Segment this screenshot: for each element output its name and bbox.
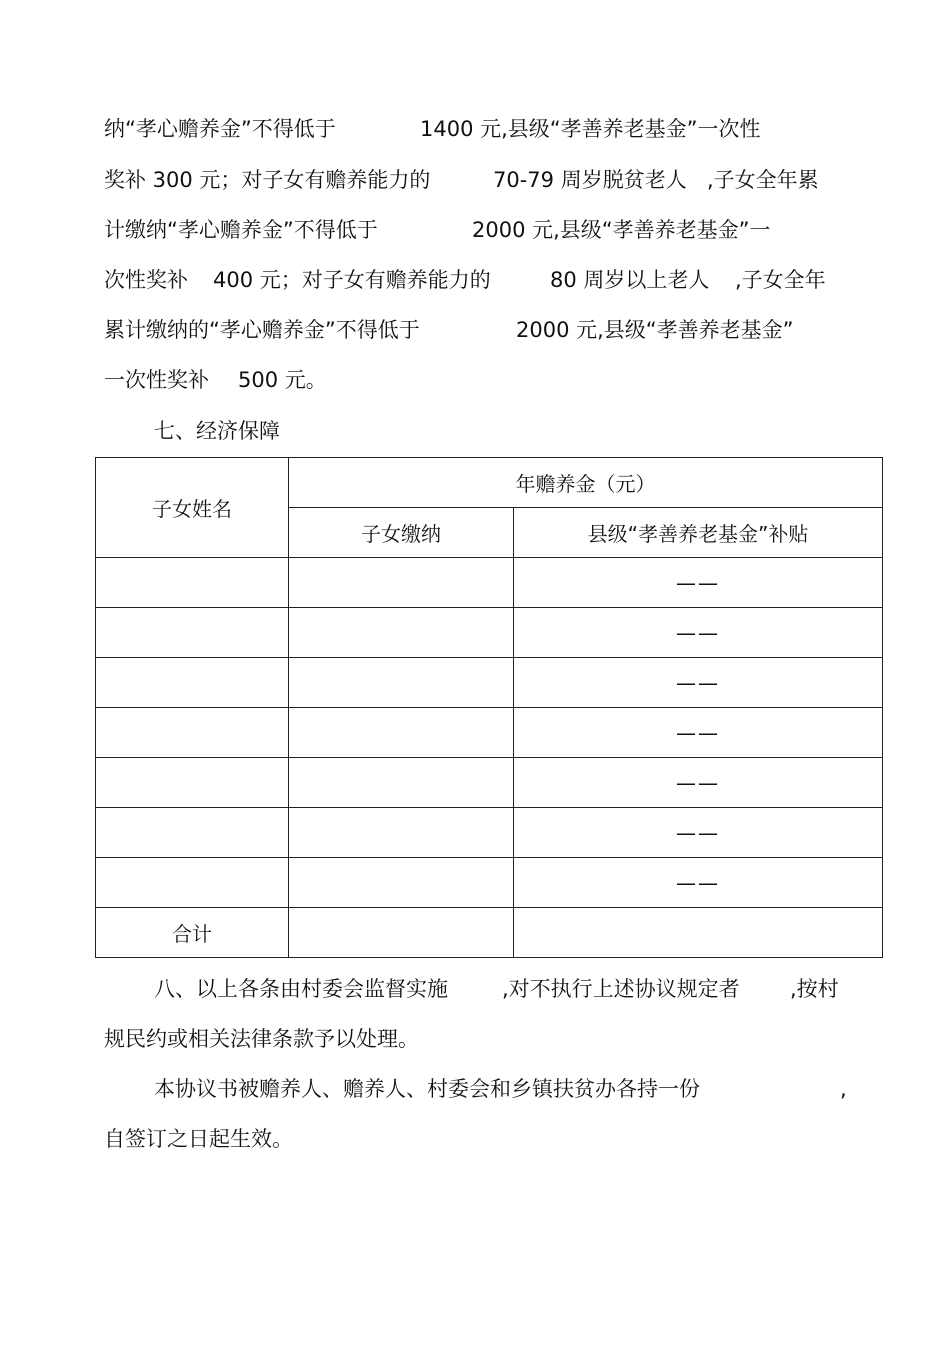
col-subsidy-header: 县级“孝善养老基金”补贴 — [514, 508, 883, 558]
col-name-header: 子女姓名 — [96, 458, 289, 558]
cell-pay[interactable] — [289, 708, 514, 758]
table-row — [96, 558, 883, 608]
intro-line-2c: ,子女全年累 — [707, 168, 819, 192]
cell-subsidy: —— — [514, 608, 883, 658]
intro-line-4c: 80 周岁以上老人 — [550, 268, 710, 292]
col-pay-header: 子女缴纳 — [289, 508, 514, 558]
table-row — [96, 808, 883, 858]
intro-line-1a: 纳“孝心赡养金”不得低于 — [104, 117, 336, 141]
table-row — [96, 708, 883, 758]
cell-name[interactable] — [96, 708, 289, 758]
total-subsidy[interactable] — [514, 908, 883, 958]
closing-line1a: 本协议书被赡养人、赡养人、村委会和乡镇扶贫办各持一份 — [154, 1077, 700, 1101]
total-pay[interactable] — [289, 908, 514, 958]
intro-line-5a: 累计缴纳的“孝心赡养金”不得低于 — [104, 318, 420, 342]
section8-line1b: ,对不执行上述协议规定者 — [502, 977, 740, 1001]
intro-line-4d: ,子女全年 — [735, 268, 826, 292]
support-table — [95, 457, 883, 958]
table-row — [96, 858, 883, 908]
intro-line-4a: 次性奖补 — [104, 268, 188, 292]
section7-heading: 七、经济保障 — [154, 419, 280, 443]
table-row — [96, 608, 883, 658]
cell-name[interactable] — [96, 808, 289, 858]
cell-pay[interactable] — [289, 608, 514, 658]
intro-line-4b: 400 元；对子女有赡养能力的 — [213, 268, 491, 292]
cell-pay[interactable] — [289, 658, 514, 708]
cell-name[interactable] — [96, 558, 289, 608]
intro-line-6a: 一次性奖补 — [104, 368, 209, 392]
cell-subsidy: —— — [514, 658, 883, 708]
section8-line1a: 八、以上各条由村委会监督实施 — [154, 977, 448, 1001]
cell-pay[interactable] — [289, 758, 514, 808]
cell-pay[interactable] — [289, 558, 514, 608]
cell-subsidy: —— — [514, 808, 883, 858]
intro-line-6b: 500 元。 — [238, 368, 327, 392]
cell-name[interactable] — [96, 608, 289, 658]
cell-subsidy: —— — [514, 558, 883, 608]
total-row — [96, 908, 883, 958]
intro-line-3a: 计缴纳“孝心赡养金”不得低于 — [104, 218, 378, 242]
cell-subsidy: —— — [514, 858, 883, 908]
section8-line2: 规民约或相关法律条款予以处理。 — [104, 1027, 419, 1051]
cell-pay[interactable] — [289, 858, 514, 908]
cell-name[interactable] — [96, 658, 289, 708]
intro-line-3b: 2000 元,县级“孝善养老基金”一 — [472, 218, 771, 242]
total-label: 合计 — [96, 908, 289, 958]
group-header: 年赡养金（元） — [289, 458, 883, 508]
intro-line-2b: 70-79 周岁脱贫老人 — [493, 168, 687, 192]
table-row — [96, 658, 883, 708]
cell-name[interactable] — [96, 858, 289, 908]
cell-subsidy: —— — [514, 758, 883, 808]
section8-line1c: ,按村 — [790, 977, 839, 1001]
intro-line-1b: 1400 元,县级“孝善养老基金”一次性 — [420, 117, 761, 141]
table-row — [96, 758, 883, 808]
intro-line-5b: 2000 元,县级“孝善养老基金” — [516, 318, 794, 342]
cell-subsidy: —— — [514, 708, 883, 758]
closing-line1b: , — [840, 1077, 847, 1101]
cell-name[interactable] — [96, 758, 289, 808]
closing-line2: 自签订之日起生效。 — [104, 1127, 293, 1151]
cell-pay[interactable] — [289, 808, 514, 858]
intro-line-2a: 奖补 300 元；对子女有赡养能力的 — [104, 168, 431, 192]
